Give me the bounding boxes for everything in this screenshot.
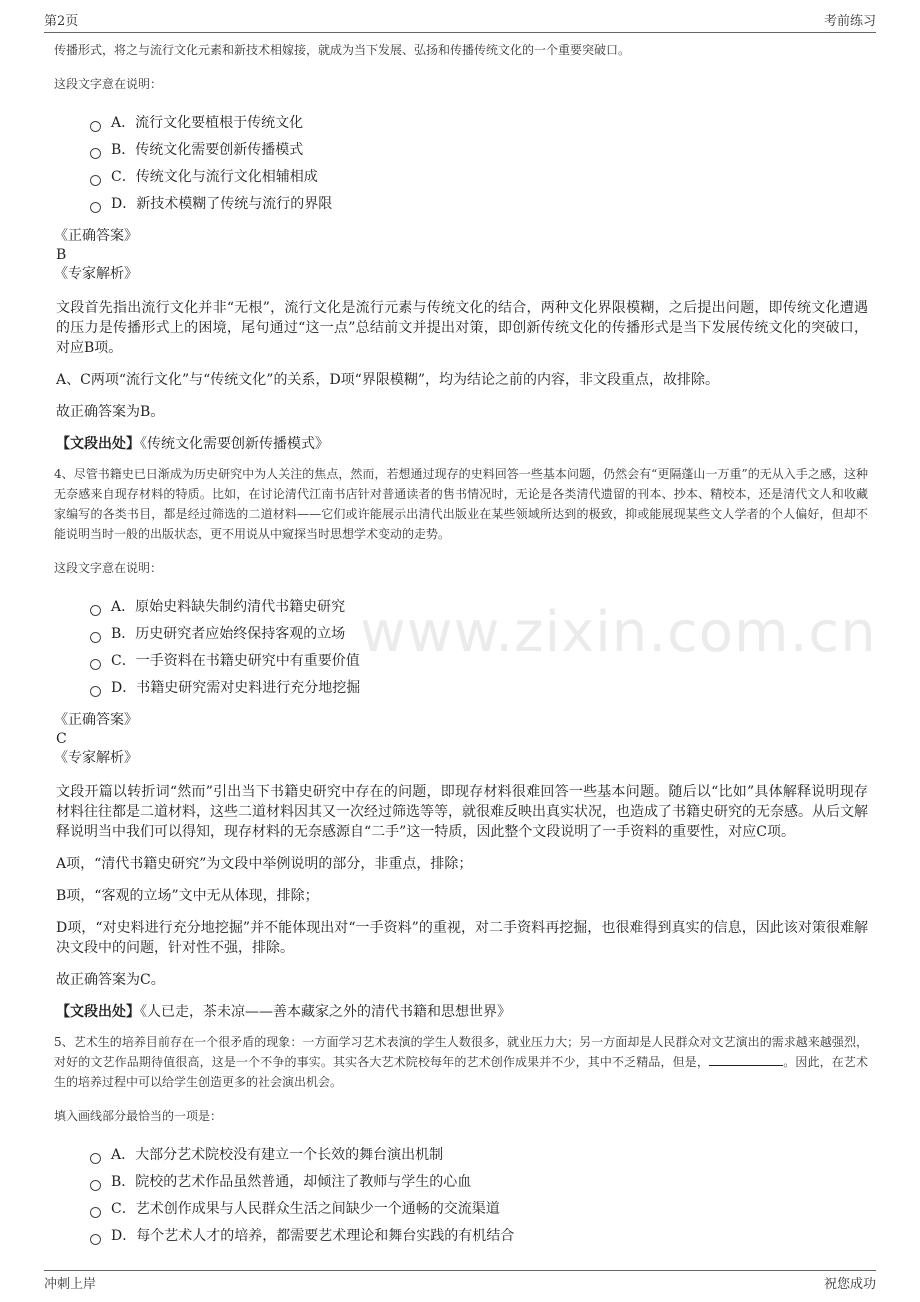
q3-analysis-3: 故正确答案为B。 — [56, 404, 165, 420]
radio-icon[interactable] — [90, 632, 101, 643]
fill-blank — [709, 1053, 783, 1066]
q4-prompt: 这段文字意在说明： — [54, 561, 163, 575]
radio-icon[interactable] — [90, 148, 101, 159]
document-body — [54, 40, 868, 1258]
footer-left: 冲刺上岸 — [44, 1277, 97, 1292]
radio-icon[interactable] — [90, 1234, 101, 1245]
q4-analysis-3: B项，“客观的立场”文中无从体现，排除； — [56, 888, 319, 904]
q3-option-c[interactable] — [90, 164, 868, 191]
q5-stem — [54, 1032, 868, 1092]
radio-icon[interactable] — [90, 686, 101, 697]
option-label: D．新技术模糊了传统与流行的界限 — [111, 196, 333, 212]
page-header — [44, 10, 876, 33]
option-label: D．书籍史研究需对史料进行充分地挖掘 — [111, 680, 361, 696]
option-label: A．大部分艺术院校没有建立一个长效的舞台演出机制 — [111, 1147, 444, 1163]
source-label: 【文段出处】 — [56, 436, 140, 452]
radio-icon[interactable] — [90, 121, 101, 132]
source-label: 【文段出处】 — [56, 1004, 140, 1020]
q3-options — [90, 110, 868, 218]
q5-option-c[interactable] — [90, 1196, 868, 1223]
q4-analysis-label: 《专家解析》 — [54, 750, 138, 766]
q5-stem-after: 。因此，在艺术生的培养过程中可以给学生创造更多的社会演出机会。 — [54, 1055, 868, 1089]
option-label: A．流行文化要植根于传统文化 — [111, 115, 304, 131]
q3-answer-label: 《正确答案》 — [54, 228, 138, 244]
q5-options — [90, 1142, 868, 1250]
q4-stem: 4、尽管书籍史已日渐成为历史研究中为人关注的焦点，然而，若想通过现存的史料回答一些基本问题，仍然会有“更隔蓬山一万重”的无从入手之感，这种无奈感来自现存材料的特质。比如，在讨论清代江南书店针对普通读者的售书情况时，无论是各类清代遗留的刊本、抄本、精校本，还是清代文人和收藏家编写的各类书目，都是经过筛选的二道材料——它们或许能展示出清代出版业在某些领域所达到的极致，抑或能展现某些文人学者的个人偏好，但却不能说明当时一般的出版状态，更不用说从中窥探当时思想学术变动的走势。 — [54, 467, 868, 541]
q4-analysis-1: 文段开篇以转折词“然而”引出当下书籍史研究中存在的问题，即现存材料很难回答一些基本问题。随后以“比如”具体解释说明现存材料往往都是二道材料，这些二道材料因其又一次经过筛选等等，就很难反映出真实状况，也造成了书籍史研究的无奈感。从后文解释说明当中我们可以得知，现存材料的无奈感源自“二手”这一特质，因此整个文段说明了一手资料的重要性，对应C项。 — [56, 784, 868, 840]
q3-source — [56, 434, 868, 454]
q5-option-a[interactable] — [90, 1142, 868, 1169]
q4-options — [90, 594, 868, 702]
q4-option-a[interactable] — [90, 594, 868, 621]
radio-icon[interactable] — [90, 175, 101, 186]
q4-answer: C — [56, 731, 67, 747]
header-title: 考前练习 — [823, 14, 876, 29]
radio-icon[interactable] — [90, 1207, 101, 1218]
option-label: B．历史研究者应始终保持客观的立场 — [111, 626, 346, 642]
radio-icon[interactable] — [90, 1153, 101, 1164]
q3-analysis-1: 文段首先指出流行文化并非“无根”，流行文化是流行元素与传统文化的结合，两种文化界限模糊，之后提出问题，即传统文化遭遇的压力是传播形式上的困境，尾句通过“这一点”总结前文并提出对策，即创新传统文化的传播形式是当下发展传统文化的突破口，对应B项。 — [56, 300, 868, 356]
q3-analysis-2: A、C两项“流行文化”与“传统文化”的关系，D项“界限模糊”，均为结论之前的内容，非文段重点，故排除。 — [56, 372, 719, 388]
option-label: B．传统文化需要创新传播模式 — [111, 142, 304, 158]
q3-analysis-label: 《专家解析》 — [54, 266, 138, 282]
option-label: C．一手资料在书籍史研究中有重要价值 — [111, 653, 360, 669]
radio-icon[interactable] — [90, 202, 101, 213]
q5-prompt: 填入画线部分最恰当的一项是： — [54, 1109, 223, 1123]
q4-analysis-2: A项，“清代书籍史研究”为文段中举例说明的部分，非重点，排除； — [56, 856, 473, 872]
radio-icon[interactable] — [90, 1180, 101, 1191]
page-footer — [44, 1270, 876, 1295]
q5-stem-before: 5、艺术生的培养目前存在一个很矛盾的现象：一方面学习艺术表演的学生人数很多，就业压力大；另一方面却是人民群众对文艺演出的需求越来越强烈，对好的文艺作品期待值很高，这是一个不争的事实。其实各大艺术院校每年的艺术创作成果并不少，其中不乏精品，但是， — [54, 1035, 868, 1069]
q4-answer-label: 《正确答案》 — [54, 712, 138, 728]
q4-option-b[interactable] — [90, 621, 868, 648]
option-label: C．艺术创作成果与人民群众生活之间缺少一个通畅的交流渠道 — [111, 1201, 500, 1217]
q3-option-b[interactable] — [90, 137, 868, 164]
q5-option-d[interactable] — [90, 1223, 868, 1250]
radio-icon[interactable] — [90, 659, 101, 670]
q3-stem-tail: 传播形式，将之与流行文化元素和新技术相嫁接，就成为当下发展、弘扬和传播传统文化的一个重要突破口。 — [54, 43, 631, 57]
q3-answer: B — [56, 247, 67, 263]
option-label: C．传统文化与流行文化相辅相成 — [111, 169, 318, 185]
q4-source — [56, 1002, 868, 1022]
q3-option-a[interactable] — [90, 110, 868, 137]
q5-option-b[interactable] — [90, 1169, 868, 1196]
q4-analysis-4: D项，“对史料进行充分地挖掘”并不能体现出对“一手资料”的重视，对二手资料再挖掘，也很难得到真实的信息，因此该对策很难解决文段中的问题，针对性不强，排除。 — [56, 920, 868, 956]
q3-option-d[interactable] — [90, 191, 868, 218]
page-number: 第2页 — [44, 14, 79, 29]
q4-option-c[interactable] — [90, 648, 868, 675]
watermark: www.zixin.com.cn — [360, 600, 877, 665]
option-label: B．院校的艺术作品虽然普通，却倾注了教师与学生的心血 — [111, 1174, 472, 1190]
option-label: A．原始史料缺失制约清代书籍史研究 — [111, 599, 346, 615]
radio-icon[interactable] — [90, 605, 101, 616]
q3-prompt: 这段文字意在说明： — [54, 77, 163, 91]
option-label: D．每个艺术人才的培养，都需要艺术理论和舞台实践的有机结合 — [111, 1228, 515, 1244]
footer-right: 祝您成功 — [823, 1277, 876, 1292]
source-title: 《传统文化需要创新传播模式》 — [140, 436, 329, 452]
q4-option-d[interactable] — [90, 675, 868, 702]
q4-analysis-5: 故正确答案为C。 — [56, 972, 165, 988]
source-title: 《人已走，茶未凉——善本藏家之外的清代书籍和思想世界》 — [140, 1004, 511, 1020]
